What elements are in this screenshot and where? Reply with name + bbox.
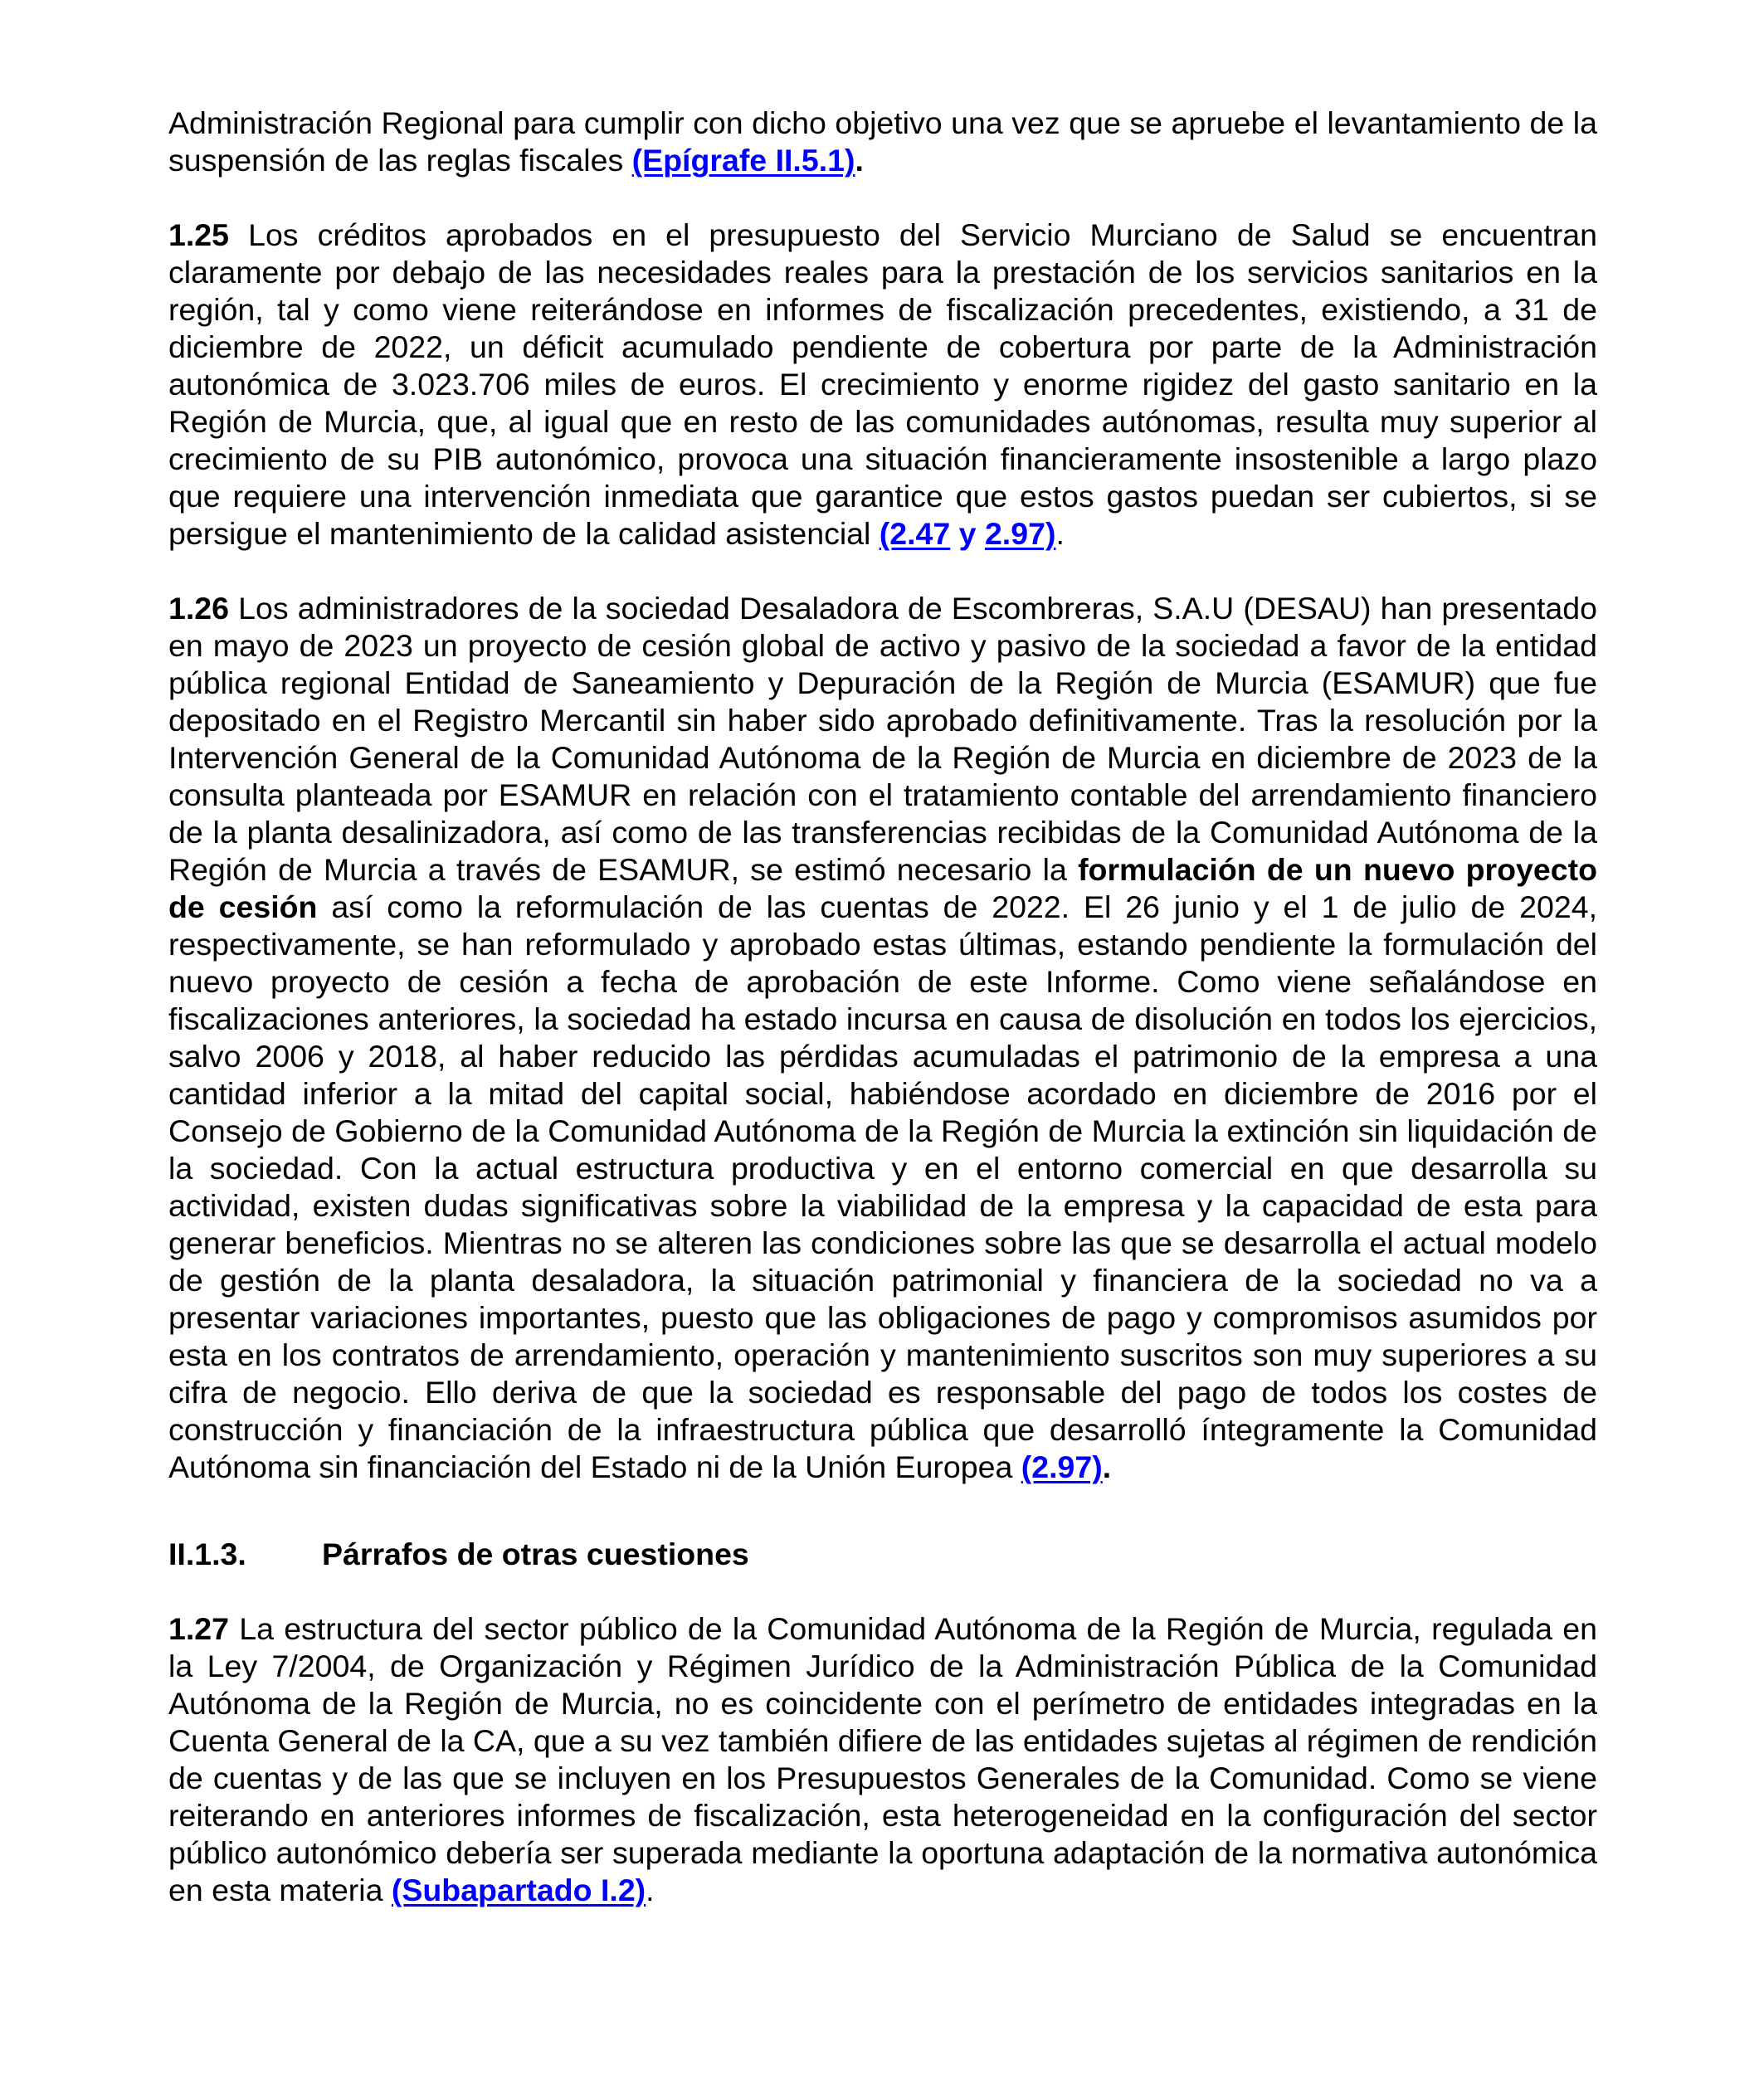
paragraph-period: . xyxy=(1055,516,1065,551)
paragraph-number: 1.27 xyxy=(168,1611,229,1646)
paragraph-text: Administración Regional para cumplir con dicho objetivo una vez que se apruebe el levantamiento de la suspensión de las reglas fiscales xyxy=(168,105,1597,178)
reference-link-epigrafe-ii-5-1[interactable]: (Epígrafe II.5.1) xyxy=(631,143,855,178)
paragraph-period: . xyxy=(1102,1449,1112,1484)
reference-link-subapartado-i-2[interactable]: (Subapartado I.2) xyxy=(391,1873,646,1907)
reference-joiner: y xyxy=(950,516,985,551)
reference-link-2-47[interactable]: (2.47 xyxy=(879,516,951,551)
paragraph-number: 1.25 xyxy=(168,217,229,252)
paragraph-period: . xyxy=(646,1873,655,1907)
bold-emphasis: formulación de un nuevo proyecto de cesión xyxy=(168,852,1597,924)
paragraph-text: Los créditos aprobados en el presupuesto del Servicio Murciano de Salud se encuentran claramente por debajo de las necesidades reales para la prestación de los servicios sanitarios en la región, tal y como viene reiterándose en informes de fiscalización precedentes, existiendo, a 31 de diciembre de 2022, un déficit acumulado pendiente de cobertura por parte de la Administración autonómica de 3.023.706 miles de euros. El crecimiento y enorme rigidez del gasto sanitario en la Región de Murcia, que, al igual que en resto de las comunidades autónomas, resulta muy superior al crecimiento de su PIB autonómico, provoca una situación financieramente insostenible a largo plazo que requiere una intervención inmediata que garantice que estos gastos puedan ser cubiertos, si se persigue el mantenimiento de la calidad asistencial xyxy=(168,217,1597,551)
paragraph-1-26 xyxy=(168,590,1597,1486)
section-heading xyxy=(168,1536,1597,1573)
reference-link-2-97[interactable]: 2.97) xyxy=(984,516,1056,551)
paragraph-text: La estructura del sector público de la Comunidad Autónoma de la Región de Murcia, regulada en la Ley 7/2004, de Organización y Régimen Jurídico de la Administración Pública de la Comunidad Autónoma de la Región de Murcia, no es coincidente con el perímetro de entidades integradas en la Cuenta General de la CA, que a su vez también difiere de las entidades sujetas al régimen de rendición de cuentas y de las que se incluyen en los Presupuestos Generales de la Comunidad. Como se viene reiterando en anteriores informes de fiscalización, esta heterogeneidad en la configuración del sector público autonómico debería ser superada mediante la oportuna adaptación de la normativa autonómica en esta materia xyxy=(168,1611,1597,1907)
section-number: II.1.3. xyxy=(168,1537,246,1571)
paragraph-1-27 xyxy=(168,1610,1597,1909)
paragraph-1-25 xyxy=(168,217,1597,553)
paragraph-number: 1.26 xyxy=(168,591,229,626)
section-title: Párrafos de otras cuestiones xyxy=(322,1537,749,1571)
paragraph-period: . xyxy=(855,143,864,178)
paragraph-text: Los administradores de la sociedad Desaladora de Escombreras, S.A.U (DESAU) han presentado en mayo de 2023 un proyecto de cesión global de activo y pasivo de la sociedad a favor de la entidad pública regional Entidad de Saneamiento y Depuración de la Región de Murcia (ESAMUR) que fue depositado en el Registro Mercantil sin haber sido aprobado definitivamente. Tras la resolución por la Intervención General de la Comunidad Autónoma de la Región de Murcia en diciembre de 2023 de la consulta planteada por ESAMUR en relación con el tratamiento contable del arrendamiento financiero de la planta desalinizadora, así como de las transferencias recibidas de la Comunidad Autónoma de la Región de Murcia a través de ESAMUR, se estimó necesario la xyxy=(168,591,1597,887)
document-page xyxy=(168,105,1597,1909)
reference-link-2-97[interactable]: (2.97) xyxy=(1021,1449,1103,1484)
paragraph-text-continued: así como la reformulación de las cuentas de 2022. El 26 junio y el 1 de julio de 2024, respectivamente, se han reformulado y aprobado estas últimas, estando pendiente la formulación del nuevo proyecto de cesión a fecha de aprobación de este Informe. Como viene señalándose en fiscalizaciones anteriores, la sociedad ha estado incursa en causa de disolución en todos los ejercicios, salvo 2006 y 2018, al haber reducido las pérdidas acumuladas el patrimonio de la empresa a una cantidad inferior a la mitad del capital social, habiéndose acordado en diciembre de 2016 por el Consejo de Gobierno de la Comunidad Autónoma de la Región de Murcia la extinción sin liquidación de la sociedad. Con la actual estructura productiva y en el entorno comercial en que desarrolla su actividad, existen dudas significativas sobre la viabilidad de la empresa y la capacidad de esta para generar beneficios. Mientras no se alteren las condiciones sobre las que se desarrolla el actual modelo de gestión de la planta desaladora, la situación patrimonial y financiera de la sociedad no va a presentar variaciones importantes, puesto que las obligaciones de pago y compromisos asumidos por esta en los contratos de arrendamiento, operación y mantenimiento suscritos son muy superiores a su cifra de negocio. Ello deriva de que la sociedad es responsable del pago de todos los costes de construcción y financiación de la infraestructura pública que desarrolló íntegramente la Comunidad Autónoma sin financiación del Estado ni de la Unión Europea xyxy=(168,889,1597,1484)
intro-paragraph xyxy=(168,105,1597,179)
